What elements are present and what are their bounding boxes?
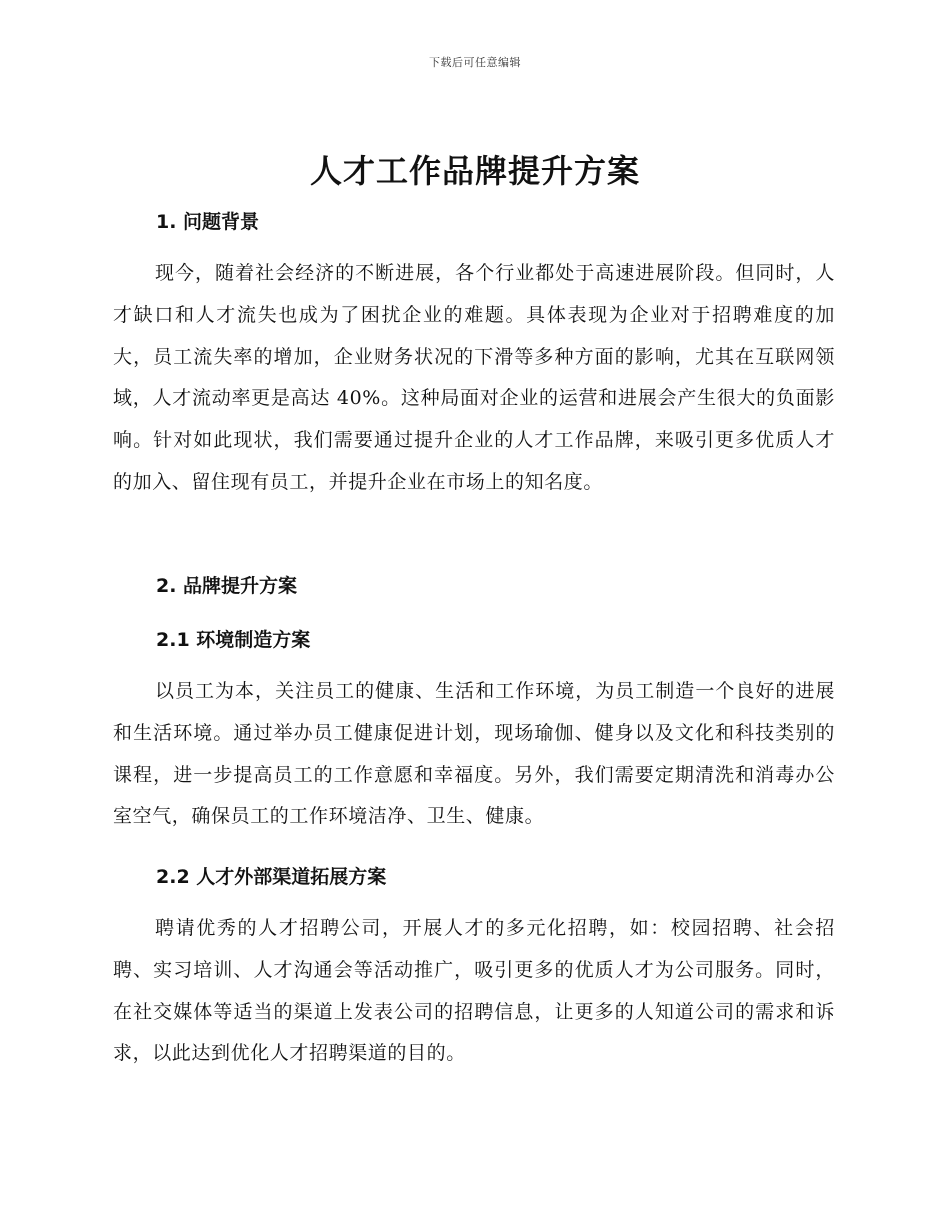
section-heading-environment: 2.1 环境制造方案 bbox=[156, 629, 311, 651]
section-heading-external-channels: 2.2 人才外部渠道拓展方案 bbox=[156, 866, 387, 888]
paragraph-environment: 以员工为本，关注员工的健康、生活和工作环境，为员工制造一个良好的进展和生活环境。通过举办员工健康促进计划，现场瑜伽、健身以及文化和科技类别的课程，进一步提高员工的工作意愿和幸福度。另外，我们需要定期清洗和消毒办公室空气，确保员工的工作环境洁净、卫生、健康。 bbox=[113, 680, 835, 828]
section-heading-brand-plan: 2. 品牌提升方案 bbox=[156, 575, 298, 597]
paragraph-external-channels: 聘请优秀的人才招聘公司，开展人才的多元化招聘，如：校园招聘、社会招聘、实习培训、人才沟通会等活动推广，吸引更多的优质人才为公司服务。同时，在社交媒体等适当的渠道上发表公司的招聘信息，让更多的人知道公司的需求和诉求，以此达到优化人才招聘渠道的目的。 bbox=[113, 917, 835, 1065]
section-heading-background: 1. 问题背景 bbox=[156, 211, 260, 233]
header-note: 下载后可任意编辑 bbox=[429, 56, 521, 69]
paragraph-background: 现今，随着社会经济的不断进展，各个行业都处于高速进展阶段。但同时，人才缺口和人才流失也成为了困扰企业的难题。具体表现为企业对于招聘难度的加大，员工流失率的增加，企业财务状况的下滑等多种方面的影响，尤其在互联网领域，人才流动率更是高达 40%。这种局面对企业的运营和进展会产生很大的负面影响。针对如此现状，我们需要通过提升企业的人才工作品牌，来吸引更多优质人才的加入、留住现有员工，并提升企业在市场上的知名度。 bbox=[113, 262, 835, 493]
document-title: 人才工作品牌提升方案 bbox=[309, 152, 640, 190]
